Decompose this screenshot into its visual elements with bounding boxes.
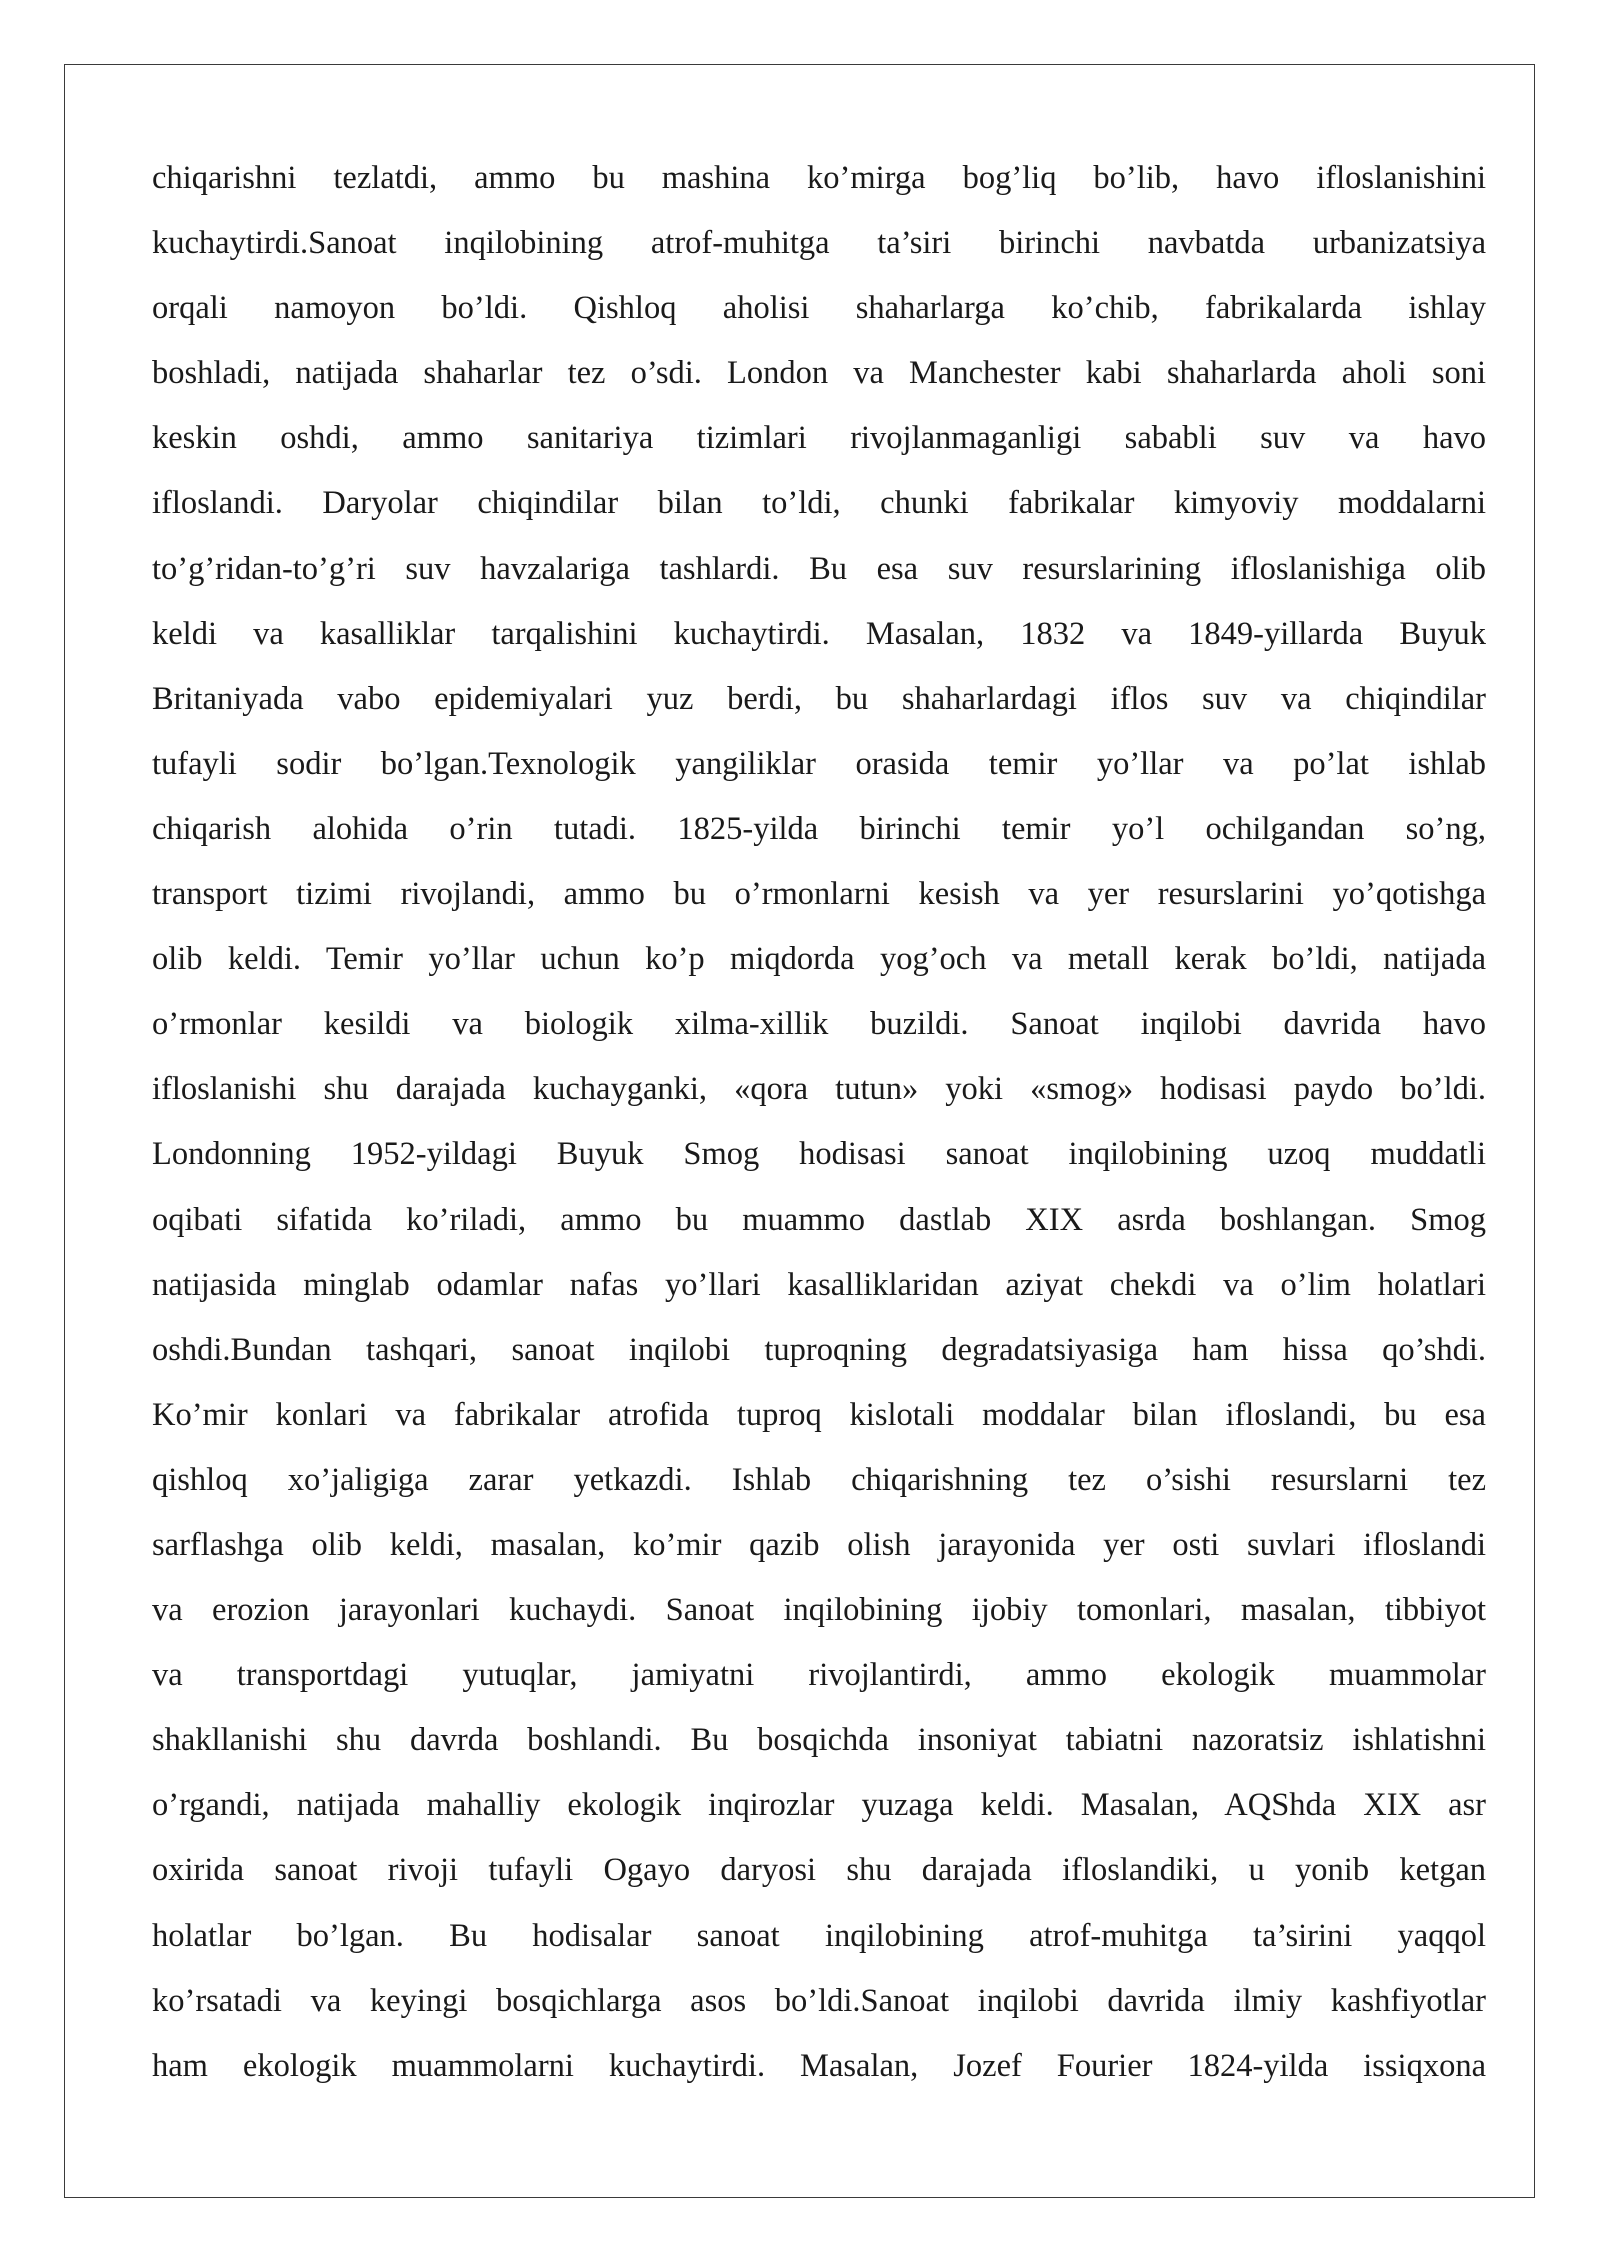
text-line: kuchaytirdi.Sanoat inqilobining atrof-muhitga ta’siri birinchi navbatda urbanizatsiya (152, 225, 1486, 262)
text-line: keskin oshdi, ammo sanitariya tizimlari rivojlanmaganligi sababli suv va havo (152, 420, 1486, 457)
text-line: ifloslanishi shu darajada kuchayganki, «qora tutun» yoki «smog» hodisasi paydo bo’ldi. (152, 1071, 1486, 1108)
body-text (152, 146, 1486, 2099)
text-line: va transportdagi yutuqlar, jamiyatni rivojlantirdi, ammo ekologik muammolar (152, 1657, 1486, 1694)
text-line: va erozion jarayonlari kuchaydi. Sanoat inqilobining ijobiy tomonlari, masalan, tibbiyot (152, 1592, 1486, 1629)
text-line: qishloq xo’jaligiga zarar yetkazdi. Ishlab chiqarishning tez o’sishi resurslarni tez (152, 1461, 1486, 1498)
text-line: oshdi.Bundan tashqari, sanoat inqilobi tuproqning degradatsiyasiga ham hissa qo’shdi. (152, 1331, 1486, 1368)
text-line: shakllanishi shu davrda boshlandi. Bu bosqichda insoniyat tabiatni nazoratsiz ishlatishni (152, 1722, 1486, 1759)
text-line: chiqarish alohida o’rin tutadi. 1825-yilda birinchi temir yo’l ochilgandan so’ng, (152, 810, 1486, 847)
text-line: Londonning 1952-yildagi Buyuk Smog hodisasi sanoat inqilobining uzoq muddatli (152, 1136, 1486, 1173)
text-line: olib keldi. Temir yo’llar uchun ko’p miqdorda yog’och va metall kerak bo’ldi, natijada (152, 941, 1486, 978)
text-line: ham ekologik muammolarni kuchaytirdi. Masalan, Jozef Fourier 1824-yilda issiqxona (152, 2047, 1486, 2084)
text-line: oqibati sifatida ko’riladi, ammo bu muammo dastlab XIX asrda boshlangan. Smog (152, 1201, 1486, 1238)
text-line: ko’rsatadi va keyingi bosqichlarga asos bo’ldi.Sanoat inqilobi davrida ilmiy kashfiyotlar (152, 1982, 1486, 2019)
text-line: natijasida minglab odamlar nafas yo’llari kasalliklaridan aziyat chekdi va o’lim holatlari (152, 1266, 1486, 1303)
text-line: Ko’mir konlari va fabrikalar atrofida tuproq kislotali moddalar bilan ifloslandi, bu esa (152, 1396, 1486, 1433)
text-line: keldi va kasalliklar tarqalishini kuchaytirdi. Masalan, 1832 va 1849-yillarda Buyuk (152, 615, 1486, 652)
text-line: o’rgandi, natijada mahalliy ekologik inqirozlar yuzaga keldi. Masalan, AQShda XIX asr (152, 1787, 1486, 1824)
text-line: ifloslandi. Daryolar chiqindilar bilan to’ldi, chunki fabrikalar kimyoviy moddalarni (152, 485, 1486, 522)
text-line: to’g’ridan-to’g’ri suv havzalariga tashlardi. Bu esa suv resurslarining ifloslanishiga olib (152, 550, 1486, 587)
text-line: o’rmonlar kesildi va biologik xilma-xillik buzildi. Sanoat inqilobi davrida havo (152, 1006, 1486, 1043)
text-line: Britaniyada vabo epidemiyalari yuz berdi, bu shaharlardagi iflos suv va chiqindilar (152, 680, 1486, 717)
text-line: chiqarishni tezlatdi, ammo bu mashina ko’mirga bog’liq bo’lib, havo ifloslanishini (152, 160, 1486, 196)
text-line: holatlar bo’lgan. Bu hodisalar sanoat inqilobining atrof-muhitga ta’sirini yaqqol (152, 1917, 1486, 1954)
text-line: oxirida sanoat rivoji tufayli Ogayo daryosi shu darajada ifloslandiki, u yonib ketgan (152, 1852, 1486, 1889)
text-line: sarflashga olib keldi, masalan, ko’mir qazib olish jarayonida yer osti suvlari ifloslandi (152, 1526, 1486, 1563)
text-line: orqali namoyon bo’ldi. Qishloq aholisi shaharlarga ko’chib, fabrikalarda ishlay (152, 290, 1486, 327)
text-line: boshladi, natijada shaharlar tez o’sdi. London va Manchester kabi shaharlarda aholi soni (152, 355, 1486, 392)
text-line: tufayli sodir bo’lgan.Texnologik yangiliklar orasida temir yo’llar va po’lat ishlab (152, 745, 1486, 782)
text-line: transport tizimi rivojlandi, ammo bu o’rmonlarni kesish va yer resurslarini yo’qotishga (152, 876, 1486, 913)
